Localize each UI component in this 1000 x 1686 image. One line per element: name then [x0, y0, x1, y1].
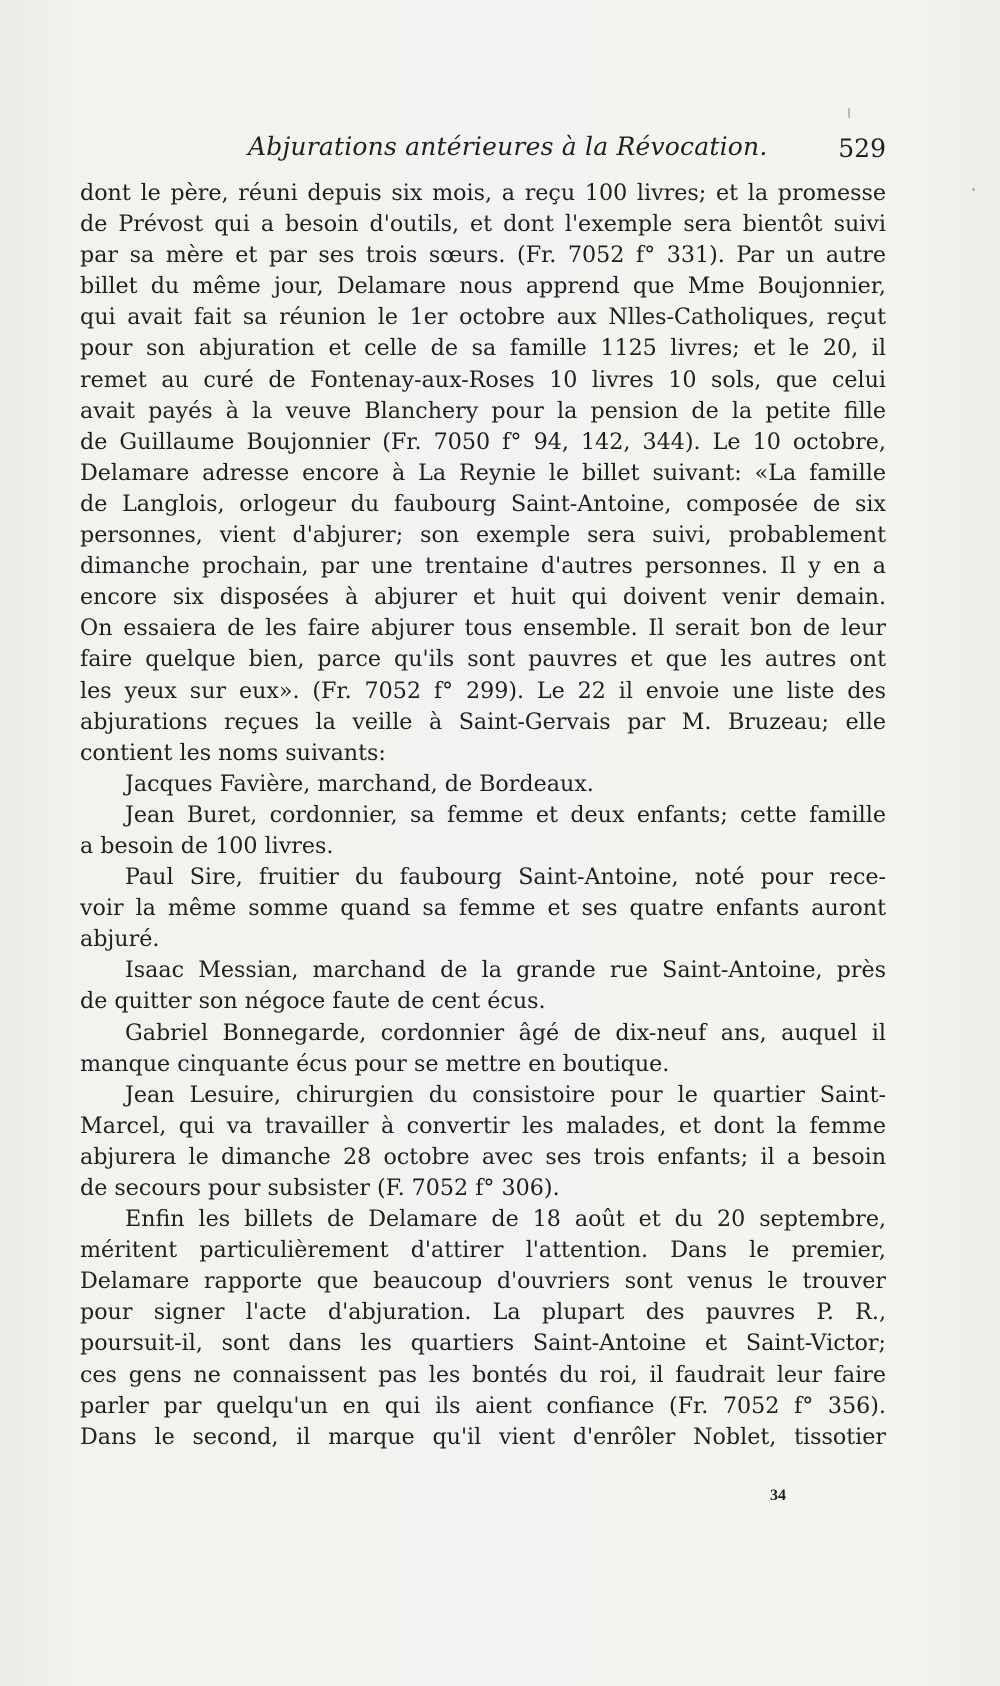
- text-line: de Prévost qui a besoin d'outils, et dont l'exemple sera bientôt suivi: [80, 211, 886, 238]
- text-line: dimanche prochain, par une trentaine d'autres personnes. Il y en a: [80, 553, 886, 580]
- list-entry-line: Jean Buret, cordonnier, sa femme et deux enfants; cette famille: [125, 801, 886, 828]
- text-line: abjurera le dimanche 28 octobre avec ses trois enfants; il a besoin: [80, 1143, 886, 1170]
- text-line: méritent particulièrement d'attirer l'attention. Dans le premier,: [80, 1237, 886, 1264]
- text-line: manque cinquante écus pour se mettre en boutique.: [80, 1050, 670, 1077]
- list-entry-line: Isaac Messian, marchand de la grande rue Saint-Antoine, près: [125, 957, 886, 984]
- text-line: pour son abjuration et celle de sa famille 1125 livres; et le 20, il: [80, 335, 886, 362]
- text-line: de secours pour subsister (F. 7052 f° 306).: [80, 1175, 560, 1201]
- text-line: de Langlois, orlogeur du faubourg Saint-Antoine, composée de six: [80, 490, 886, 517]
- text-line: ces gens ne connaissent pas les bontés du roi, il faudrait leur faire: [80, 1361, 886, 1388]
- text-line: qui avait fait sa réunion le 1er octobre aux Nlles-Catholiques, reçut: [80, 304, 886, 331]
- text-line: avait payés à la veuve Blanchery pour la pension de la petite fille: [80, 397, 886, 424]
- scan-speck: [972, 188, 975, 191]
- text-line: Enfin les billets de Delamare de 18 août et du 20 septembre,: [125, 1206, 886, 1233]
- text-line: remet au curé de Fontenay-aux-Roses 10 livres 10 sols, que celui: [80, 366, 886, 393]
- page-number: 529: [838, 134, 886, 163]
- text-line: Delamare adresse encore à La Reynie le billet suivant: «La famille: [80, 459, 886, 486]
- text-line: les yeux sur eux». (Fr. 7052 f° 299). Le 22 il envoie une liste des: [80, 677, 886, 704]
- text-line: poursuit-il, sont dans les quartiers Saint-Antoine et Saint-Victor;: [80, 1330, 886, 1357]
- running-title: Abjurations antérieures à la Révocation.: [248, 132, 768, 161]
- text-line: de Guillaume Boujonnier (Fr. 7050 f° 94, 142, 344). Le 10 octobre,: [80, 428, 886, 455]
- list-entry-line: Jacques Favière, marchand, de Bordeaux.: [125, 770, 594, 797]
- list-entry-line: Paul Sire, fruitier du faubourg Saint-Antoine, noté pour rece-: [125, 864, 886, 891]
- text-line: dont le père, réuni depuis six mois, a reçu 100 livres; et la promesse: [80, 180, 886, 206]
- text-line: encore six disposées à abjurer et huit qui doivent venir demain.: [80, 584, 886, 611]
- text-line: pour signer l'acte d'abjuration. La plupart des pauvres P. R.,: [80, 1299, 886, 1326]
- list-entry-line: Jean Lesuire, chirurgien du consistoire pour le quartier Saint-: [125, 1081, 886, 1108]
- list-entry-line: Gabriel Bonnegarde, cordonnier âgé de dix-neuf ans, auquel il: [125, 1019, 886, 1046]
- text-line: contient les noms suivants:: [80, 739, 386, 766]
- text-line: de quitter son négoce faute de cent écus.: [80, 988, 546, 1015]
- text-line: Marcel, qui va travailler à convertir les malades, et dont la femme: [80, 1112, 886, 1139]
- text-line: Dans le second, il marque qu'il vient d'enrôler Noblet, tissotier: [80, 1423, 886, 1450]
- running-head: [80, 132, 886, 166]
- text-line: voir la même somme quand sa femme et ses quatre enfants auront: [80, 895, 886, 922]
- text-line: Delamare rapporte que beaucoup d'ouvriers sont venus le trouver: [80, 1268, 886, 1295]
- signature-mark: 34: [770, 1487, 786, 1504]
- text-line: personnes, vient d'abjurer; son exemple sera suivi, probablement: [80, 522, 886, 549]
- text-line: parler par quelqu'un en qui ils aient confiance (Fr. 7052 f° 356).: [80, 1392, 886, 1419]
- text-line: billet du même jour, Delamare nous apprend que Mme Boujonnier,: [80, 273, 886, 300]
- scan-speck: [848, 108, 850, 118]
- text-line: On essaiera de les faire abjurer tous ensemble. Il serait bon de leur: [80, 615, 886, 642]
- text-line: abjuré.: [80, 926, 160, 953]
- text-line: abjurations reçues la veille à Saint-Gervais par M. Bruzeau; elle: [80, 708, 886, 735]
- text-line: par sa mère et par ses trois sœurs. (Fr. 7052 f° 331). Par un autre: [80, 242, 886, 269]
- body-text: [80, 178, 886, 1478]
- text-line: faire quelque bien, parce qu'ils sont pauvres et que les autres ont: [80, 646, 886, 673]
- text-line: a besoin de 100 livres.: [80, 832, 334, 859]
